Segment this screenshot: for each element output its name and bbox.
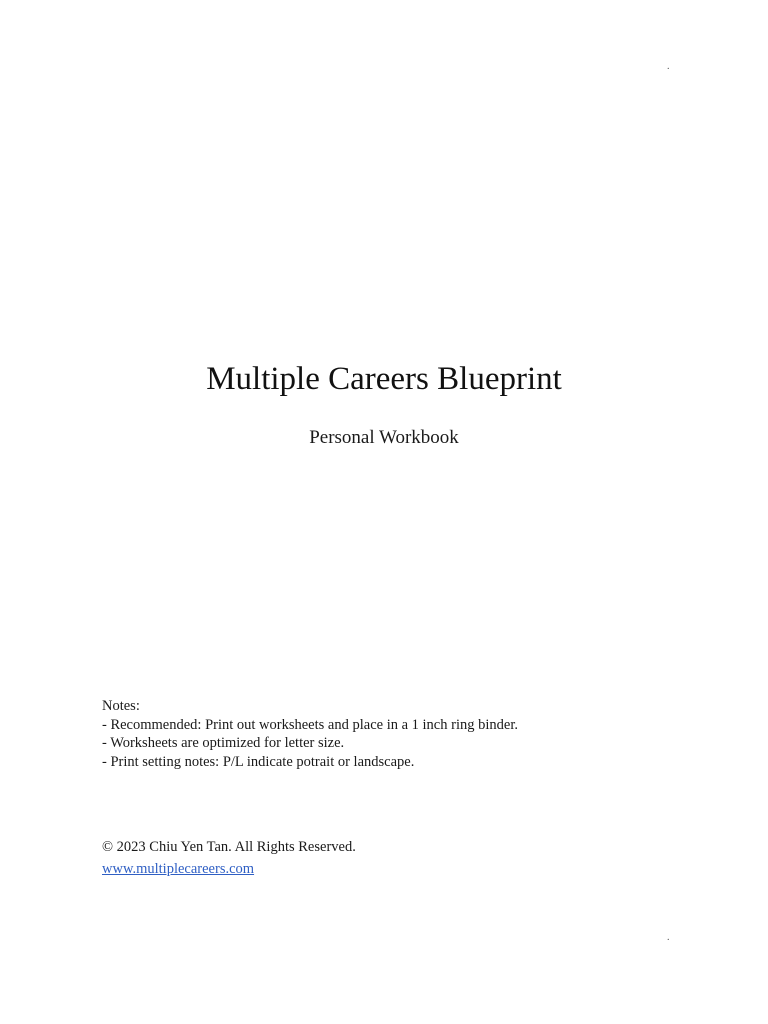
top-corner-mark: . bbox=[667, 61, 670, 72]
copyright-text: © 2023 Chiu Yen Tan. All Rights Reserved. bbox=[102, 839, 356, 855]
notes-item: - Worksheets are optimized for letter size. bbox=[102, 735, 345, 751]
notes-heading: Notes: bbox=[102, 698, 140, 714]
website-link[interactable]: www.multiplecareers.com bbox=[102, 861, 255, 877]
footer-section bbox=[102, 836, 702, 880]
document-title: Multiple Careers Blueprint bbox=[206, 361, 562, 397]
notes-item: - Recommended: Print out worksheets and place in a 1 inch ring binder. bbox=[102, 716, 518, 733]
bottom-corner-mark: . bbox=[667, 932, 670, 943]
notes-item: - Print setting notes: P/L indicate potrait or landscape. bbox=[102, 753, 415, 770]
document-subtitle: Personal Workbook bbox=[309, 427, 459, 448]
website-link-wrapper bbox=[102, 858, 702, 880]
notes-section bbox=[102, 697, 702, 771]
